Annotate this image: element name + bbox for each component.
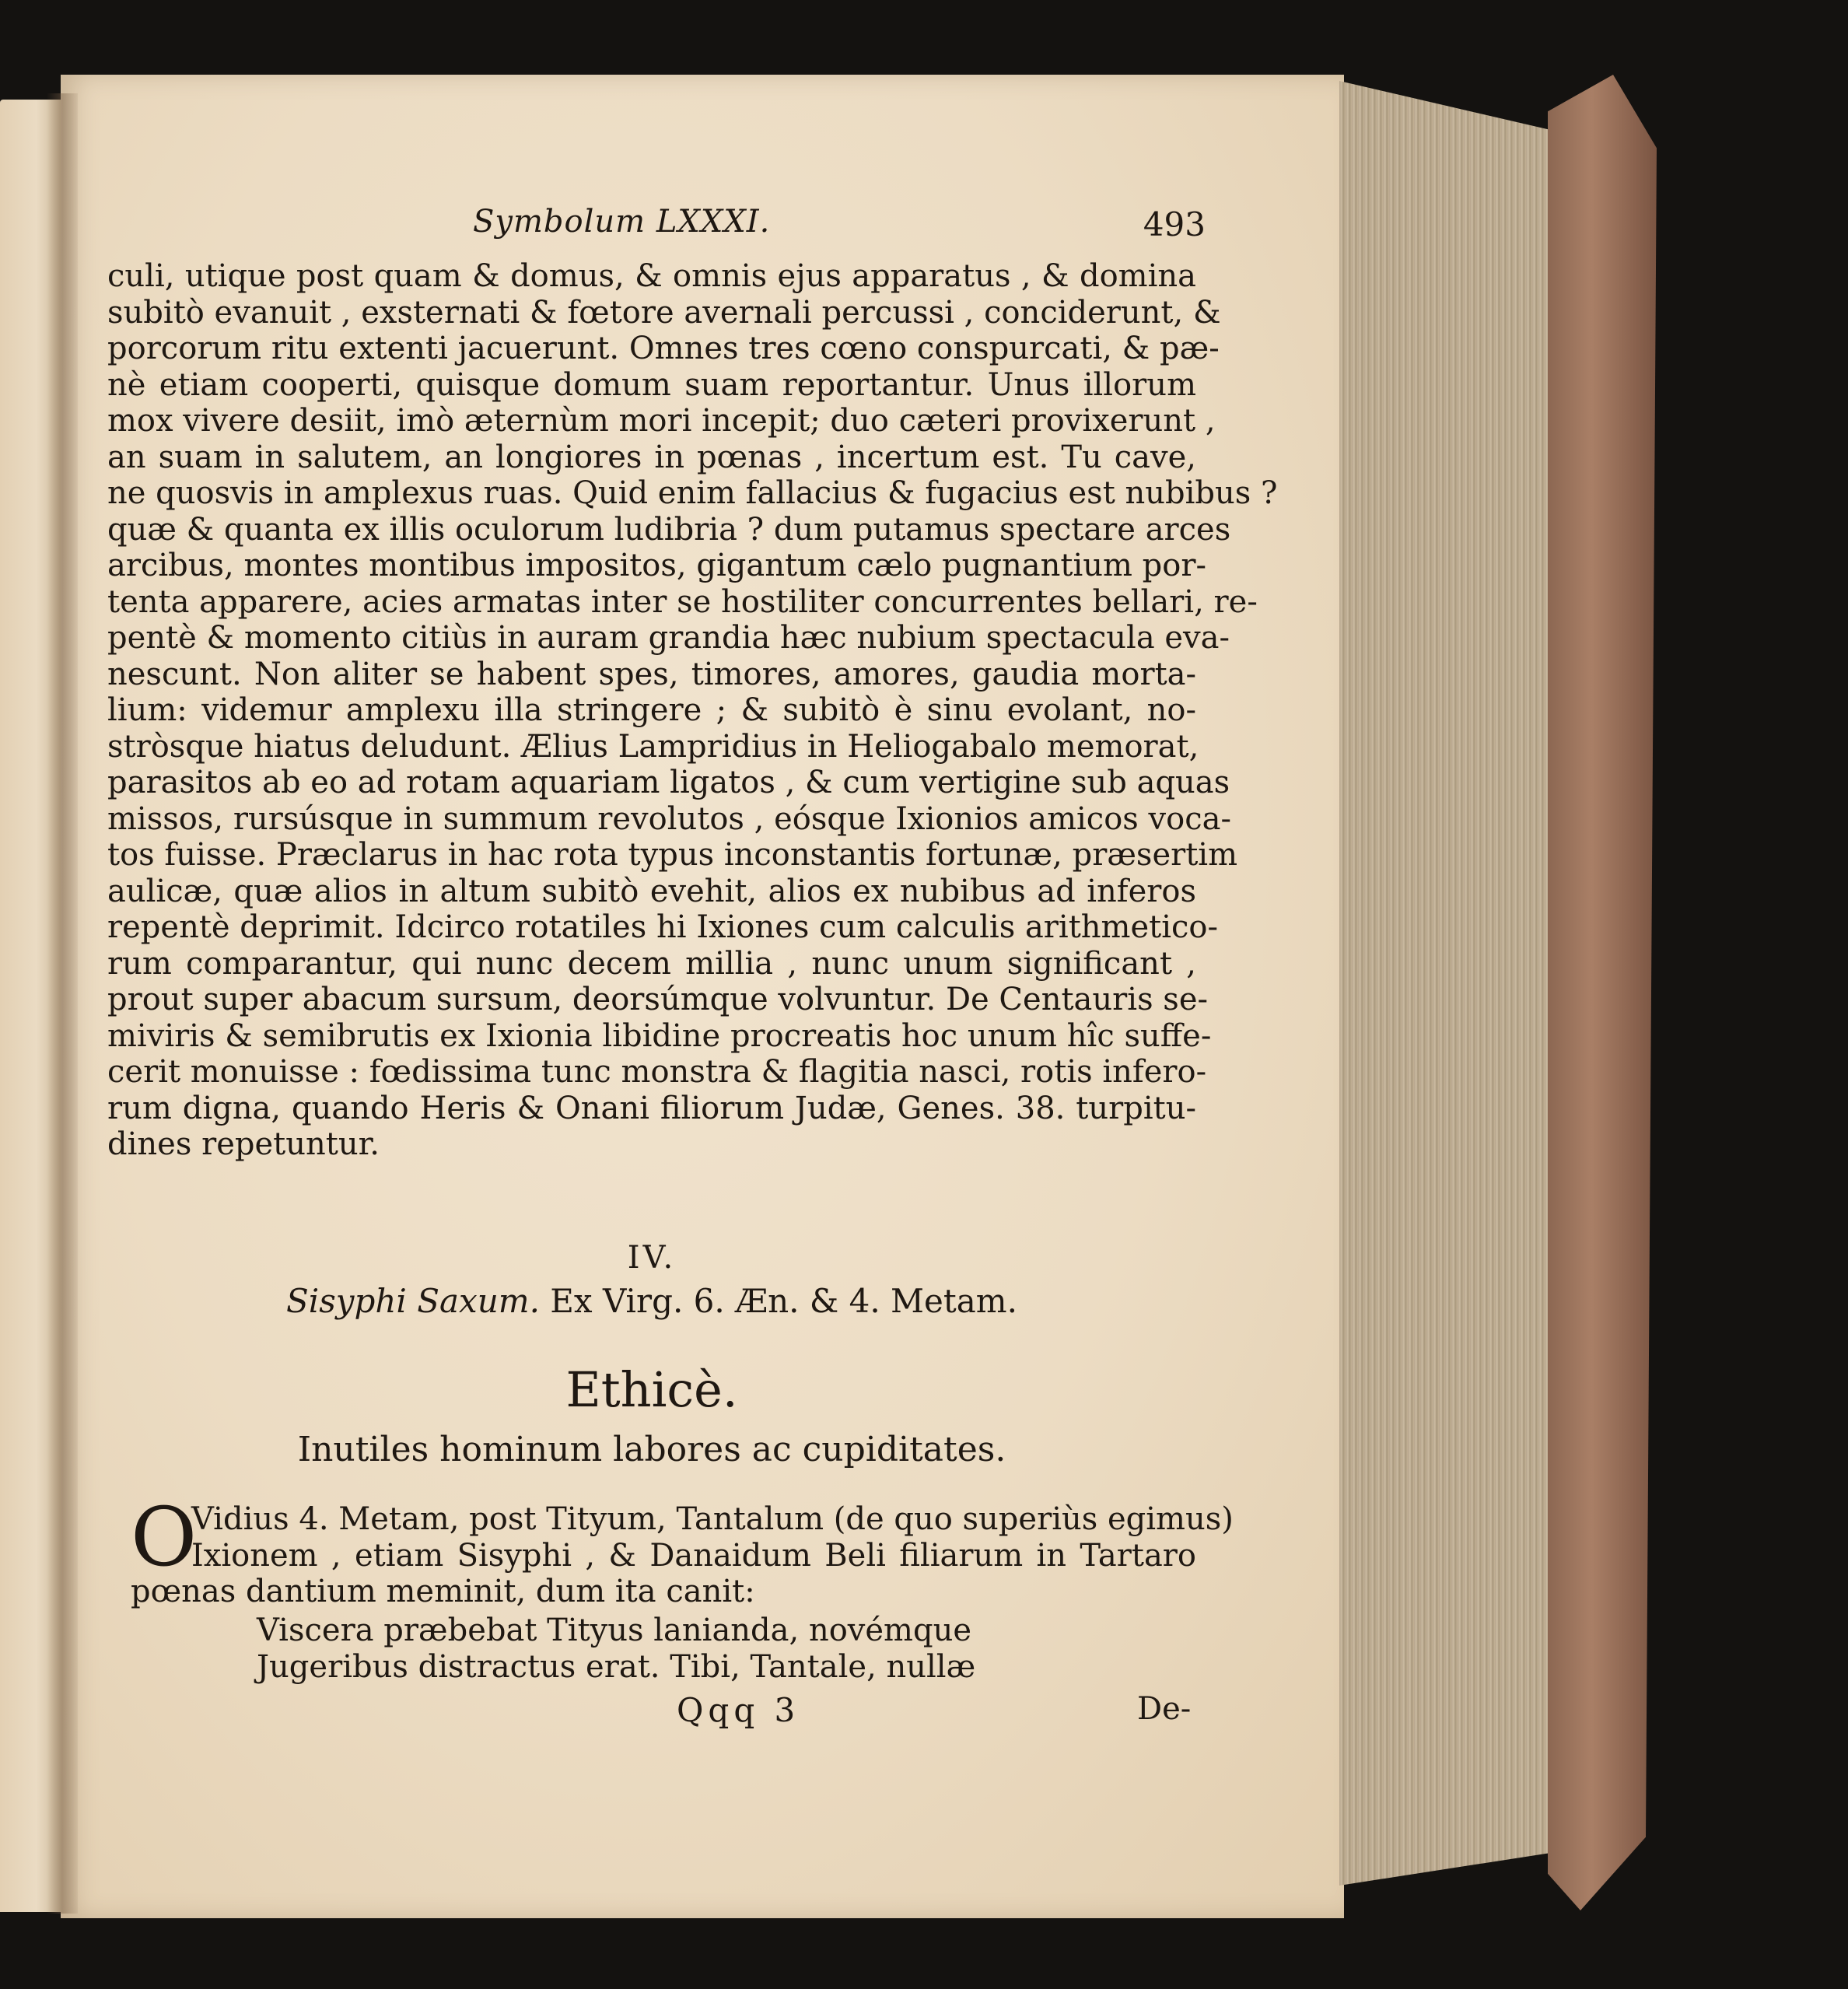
running-head [107,204,1206,250]
text-line: lium: videmur amplexu illa stringere ; & subitò è sinu evolant, no- [107,692,1196,728]
book-cover-edge [1548,75,1657,1910]
text-line: arcibus, montes montibus impositos, gigantum cælo pugnantium por- [107,548,1206,583]
text-line: repentè deprimit. Idcirco rotatiles hi Ixiones cum calculis arithmetico- [107,909,1219,945]
text-line: rum comparantur, qui nunc decem millia , nunc unum significant , [107,945,1196,982]
verse-line: Viscera præbebat Tityus lanianda, novémque [257,1613,972,1648]
page-fore-edge [1339,81,1573,1886]
text-line: pœnas dantium meminit, dum ita canit: [131,1574,755,1609]
source-title: Sisyphi Saxum. [285,1282,540,1320]
text-line: nè etiam cooperti, quisque domum suam reportantur. Unus illorum [107,366,1196,403]
text-line: dines repetuntur. [107,1126,380,1162]
text-line: parasitos ab eo ad rotam aquariam ligatos , & cum vertigine sub aquas [107,765,1230,800]
text-line: rum digna, quando Heris & Onani filiorum Judæ, Genes. 38. turpitu- [107,1090,1196,1126]
text-line: nescunt. Non aliter se habent spes, timores, amores, gaudia morta- [107,656,1196,692]
text-line: subitò evanuit , exsternati & fœtore avernali percussi , conciderunt, & [107,294,1221,331]
section-heading: Ethicè. [565,1361,738,1418]
text-line: cerit monuisse : fœdissima tunc monstra & flagitia nasci, rotis infero- [107,1054,1207,1090]
verse-quotation [257,1613,1112,1685]
body-text [107,258,1278,1163]
text-line: tos fuisse. Præclarus in hac rota typus inconstantis fortunæ, præsertim [107,837,1238,873]
text-line: miviris & semibrutis ex Ixionia libidine procreatis hoc unum hîc suffe- [107,1017,1212,1054]
text-line: missos, rursúsque in summum revolutos , eósque Ixionios amicos voca- [107,800,1231,837]
book-gutter [47,93,78,1914]
verse-line: Jugeribus distractus erat. Tibi, Tantale, nullæ [257,1648,976,1685]
text-line: pentè & momento citiùs in auram grandia hæc nubium spectacula eva- [107,620,1230,656]
text-line: porcorum ritu extenti jacuerunt. Omnes tres cœno conspurcati, & pæ- [107,331,1220,366]
catchword: De- [1137,1691,1192,1727]
text-line: stròsque hiatus deludunt. Ælius Lampridius in Heliogabalo memorat, [107,728,1199,765]
text-line: Ixionem , etiam Sisyphi , & Danaidum Beli filiarum in Tartaro [191,1537,1196,1574]
running-title: Symbolum LXXXI. [473,204,771,240]
drop-cap: O [131,1490,198,1585]
page-number: 493 [1143,205,1206,243]
section-number: IV. [627,1240,677,1276]
text-line: aulicæ, quæ alios in altum subitò evehit, alios ex nubibus ad inferos [107,873,1196,909]
text-line: Vidius 4. Metam, post Tityum, Tantalum (de quo superiùs egimus) [191,1501,1234,1537]
text-line: tenta apparere, acies armatas inter se hostiliter concurrentes bellari, re- [107,583,1258,620]
section-subheading: Inutiles hominum labores ac cupiditates. [297,1430,1006,1469]
text-line: an suam in salutem, an longiores in pœnas , incertum est. Tu cave, [107,439,1196,475]
printer-signature: Qqq 3 [677,1691,800,1729]
text-line: prout super abacum sursum, deorsúmque volvuntur. De Centauris se- [107,982,1209,1017]
section-source [107,1282,1196,1320]
text-line: ne quosvis in amplexus ruas. Quid enim fallacius & fugacius est nubibus ? [107,475,1278,511]
text-line: culi, utique post quam & domus, & omnis ejus apparatus , & domina [107,258,1196,294]
text-line: quæ & quanta ex illis oculorum ludibria ? dum putamus spectare arces [107,511,1231,548]
source-reference: Ex Virg. 6. Æn. & 4. Metam. [539,1282,1017,1320]
paragraph [131,1490,1234,1610]
text-line: mox vivere desiit, imò æternùm mori incepit; duo cæteri provixerunt , [107,403,1216,439]
